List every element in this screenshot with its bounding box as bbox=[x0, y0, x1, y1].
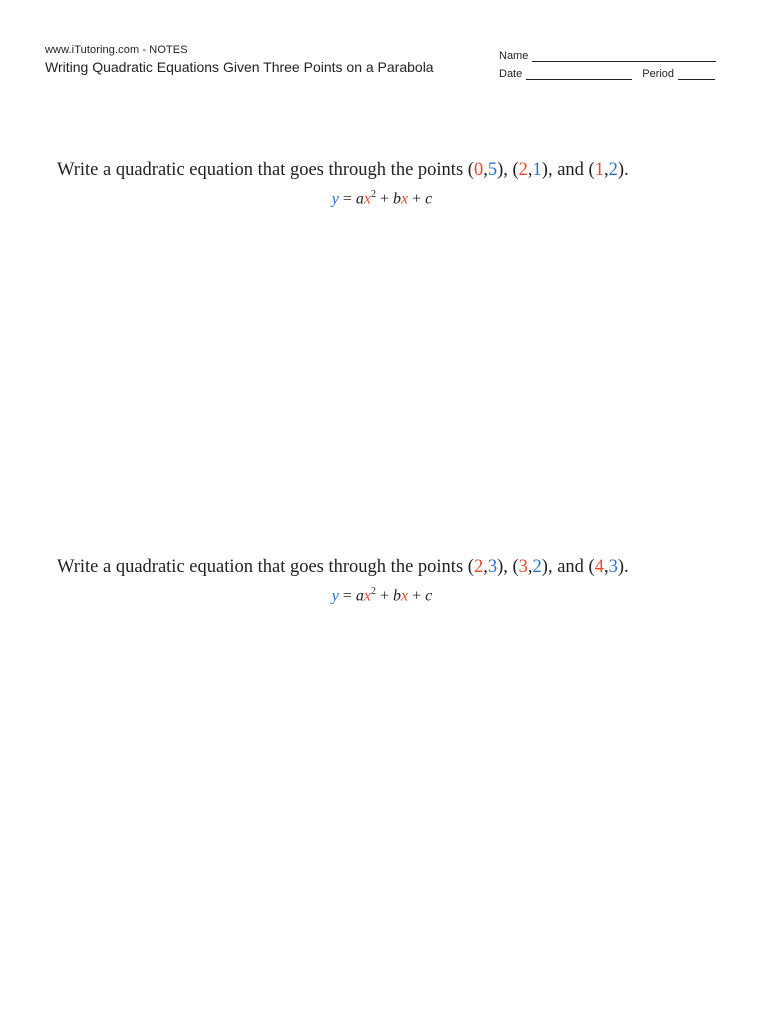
eq-a: a bbox=[355, 587, 364, 605]
point-y: 2 bbox=[608, 160, 618, 180]
period-blank-line bbox=[678, 68, 715, 80]
eq-x: x bbox=[401, 587, 409, 605]
name-field-row bbox=[499, 44, 721, 62]
eq-b: b bbox=[393, 190, 402, 208]
point-x: 4 bbox=[594, 557, 604, 577]
eq-x: x bbox=[401, 190, 409, 208]
problem-2 bbox=[57, 557, 757, 605]
point-x: 3 bbox=[518, 557, 528, 577]
date-period-row bbox=[499, 62, 721, 80]
header-left bbox=[45, 44, 434, 75]
point-x: 1 bbox=[594, 160, 604, 180]
eq-plus: + bbox=[379, 587, 390, 605]
eq-exponent: 2 bbox=[370, 586, 376, 597]
problem-prompt: Write a quadratic equation that goes through the points (0,5), (2,1), and (1,2). bbox=[57, 160, 629, 180]
quadratic-form-equation bbox=[57, 189, 707, 208]
date-label: Date bbox=[499, 68, 523, 80]
eq-a: a bbox=[355, 190, 364, 208]
problem-1 bbox=[57, 160, 757, 208]
point-y: 5 bbox=[487, 160, 498, 180]
eq-equals: = bbox=[342, 190, 352, 208]
eq-exponent: 2 bbox=[370, 189, 376, 200]
date-blank-line bbox=[526, 68, 632, 80]
student-info-fields bbox=[499, 44, 721, 80]
point-x: 0 bbox=[473, 160, 484, 180]
prompt-text: Write a quadratic equation that goes through the points bbox=[57, 160, 464, 180]
eq-c: c bbox=[425, 587, 433, 605]
site-label: www.iTutoring.com - NOTES bbox=[45, 44, 188, 56]
page-title: Writing Quadratic Equations Given Three Points on a Parabola bbox=[45, 59, 434, 75]
eq-plus: + bbox=[412, 190, 422, 208]
eq-y: y bbox=[331, 190, 339, 208]
name-label: Name bbox=[499, 50, 529, 62]
eq-equals: = bbox=[342, 587, 352, 605]
prompt-text: Write a quadratic equation that goes through the points bbox=[57, 557, 464, 577]
eq-c: c bbox=[425, 190, 433, 208]
point-x: 2 bbox=[518, 160, 528, 180]
point-y: 3 bbox=[487, 557, 498, 577]
point-y: 1 bbox=[532, 160, 542, 180]
eq-y: y bbox=[331, 587, 339, 605]
eq-x: x bbox=[363, 587, 371, 605]
problem-prompt: Write a quadratic equation that goes through the points (2,3), (3,2), and (4,3). bbox=[57, 557, 629, 577]
eq-b: b bbox=[393, 587, 402, 605]
period-label: Period bbox=[642, 68, 675, 80]
eq-plus: + bbox=[379, 190, 390, 208]
point-y: 3 bbox=[608, 557, 618, 577]
name-blank-line bbox=[532, 50, 716, 62]
point-x: 2 bbox=[473, 557, 484, 577]
and-word: and bbox=[557, 160, 584, 180]
quadratic-form-equation bbox=[57, 586, 707, 605]
point-y: 2 bbox=[532, 557, 542, 577]
eq-x: x bbox=[363, 190, 371, 208]
eq-plus: + bbox=[412, 587, 422, 605]
and-word: and bbox=[557, 557, 584, 577]
